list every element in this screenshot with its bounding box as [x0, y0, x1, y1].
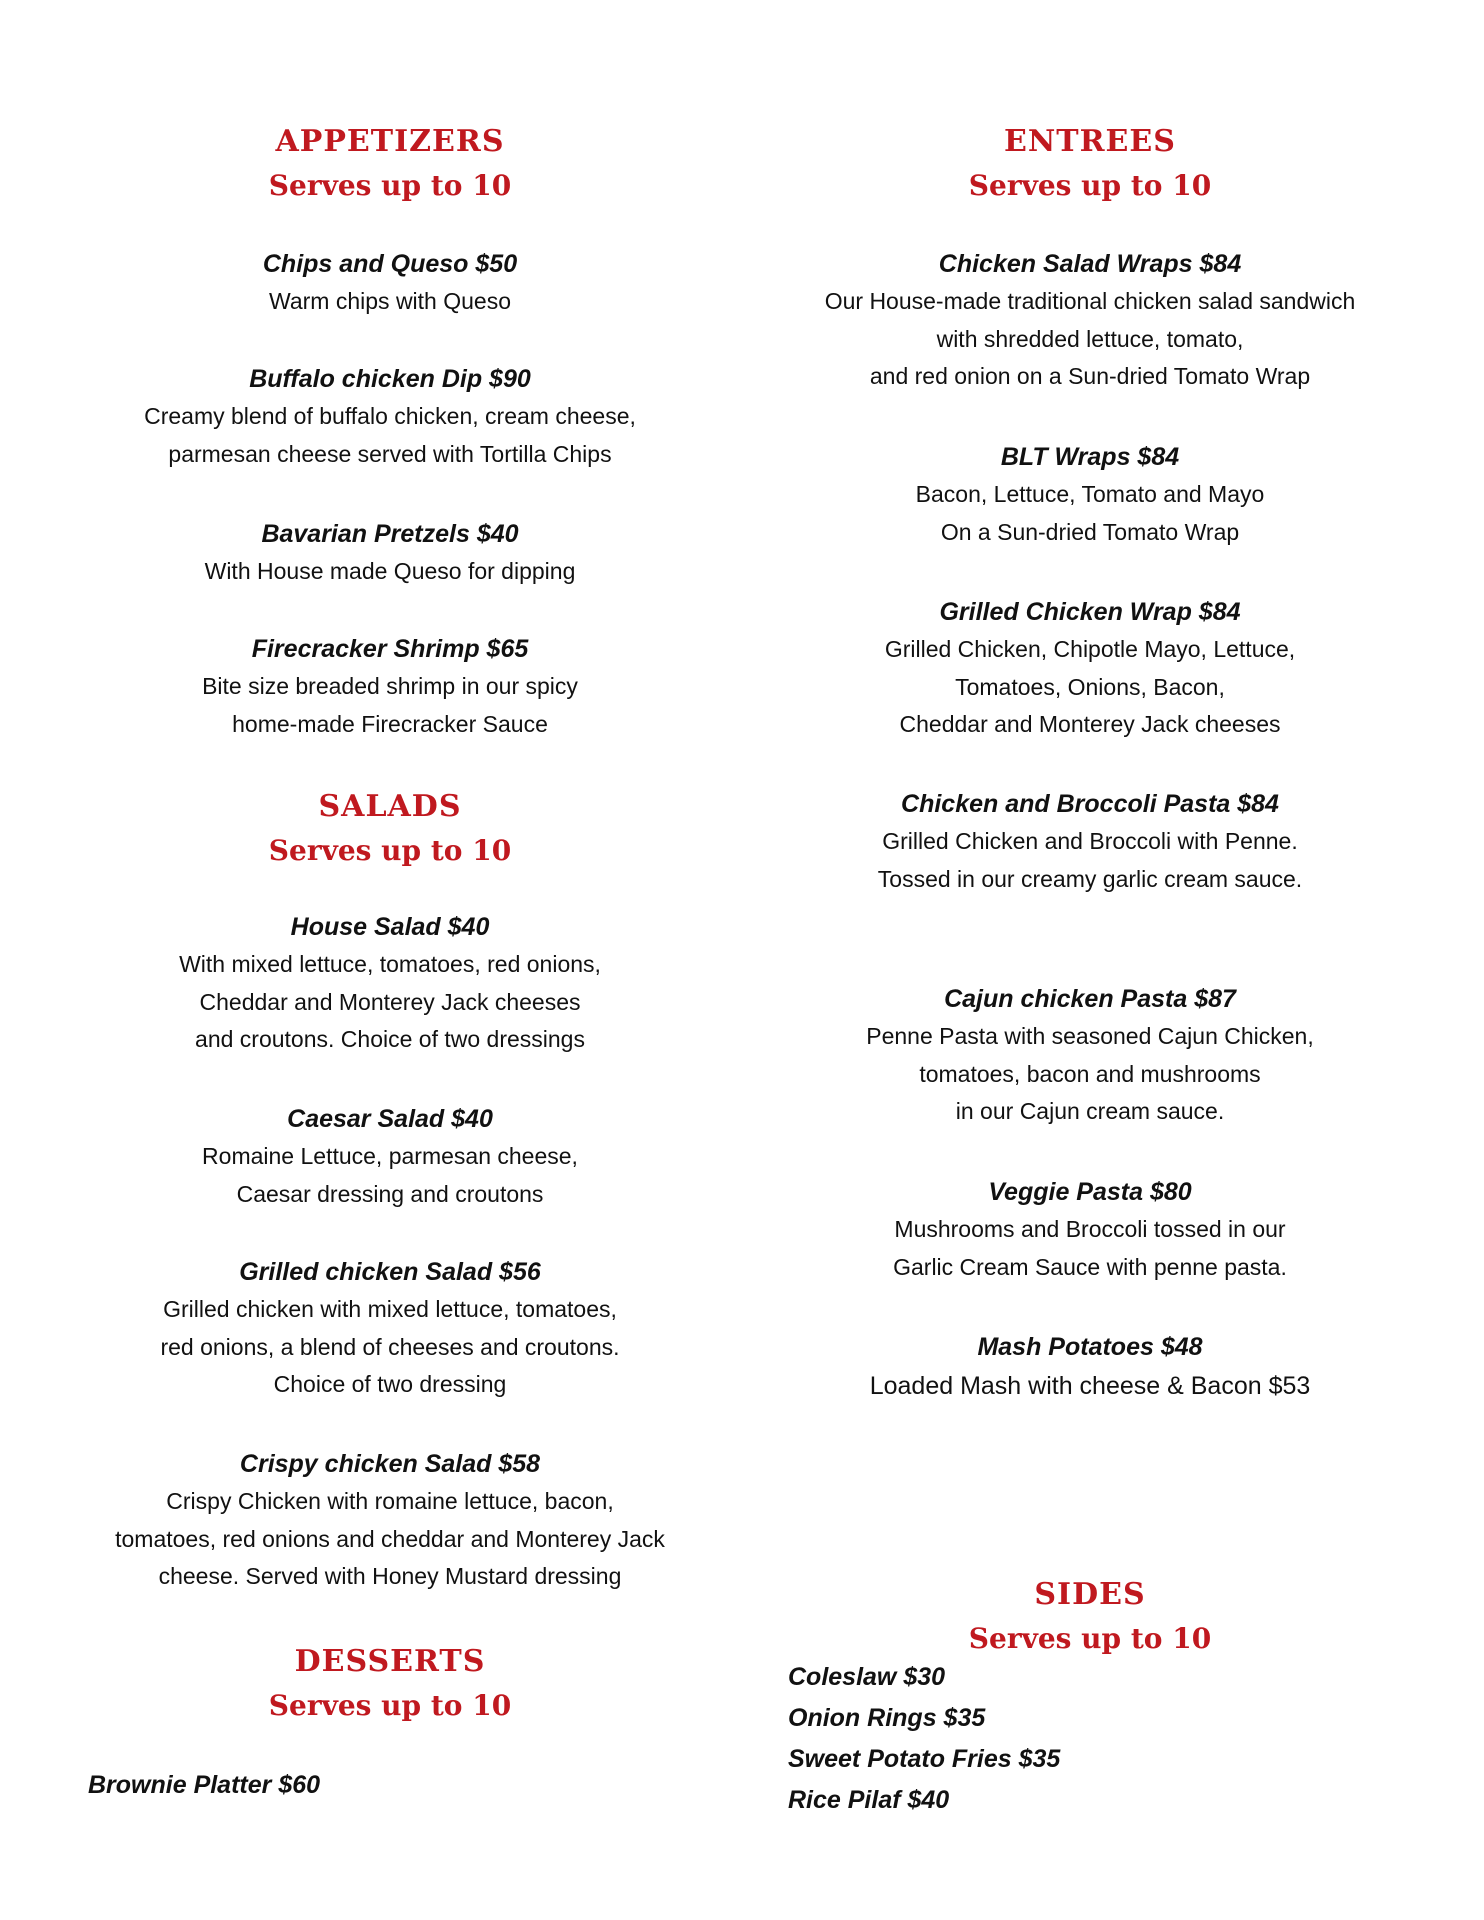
menu-item-pretzels [80, 515, 700, 591]
appetizers-title: APPETIZERS [275, 124, 505, 159]
entrees-header [780, 120, 1400, 208]
menu-item-chicken-salad-wraps [780, 245, 1400, 396]
sides-subtitle: Serves up to 10 [968, 1622, 1212, 1655]
menu-item-grilled-chicken-salad [80, 1253, 700, 1404]
menu-item-firecracker-shrimp [80, 630, 700, 743]
left-column [80, 0, 700, 1920]
item-desc: Bite size breaded shrimp in our spicy home-made Firecracker Sauce [202, 673, 578, 737]
desserts-subtitle: Serves up to 10 [268, 1689, 512, 1722]
item-name: Firecracker Shrimp $65 [251, 635, 529, 663]
menu-item-cajun-chicken-pasta [780, 980, 1400, 1131]
item-desc: Warm chips with Queso [269, 288, 511, 314]
desserts-header [80, 1640, 700, 1728]
sides-title: SIDES [1034, 1577, 1146, 1612]
item-name: Buffalo chicken Dip $90 [249, 365, 531, 393]
item-desc: Grilled Chicken and Broccoli with Penne. Tossed in our creamy garlic cream sauce. [877, 828, 1303, 892]
menu-item-veggie-pasta [780, 1173, 1400, 1286]
item-name: Chicken and Broccoli Pasta $84 [901, 790, 1279, 818]
item-desc: Grilled chicken with mixed lettuce, tomatoes, red onions, a blend of cheeses and croutons. Choice of two dressing [160, 1296, 620, 1397]
sides-header [780, 1573, 1400, 1661]
item-desc: Bacon, Lettuce, Tomato and Mayo On a Sun-dried Tomato Wrap [915, 481, 1265, 545]
desserts-list [88, 1765, 320, 1806]
list-item: Brownie Platter $60 [88, 1771, 321, 1799]
item-name: Grilled chicken Salad $56 [239, 1258, 541, 1286]
item-desc: Creamy blend of buffalo chicken, cream cheese, parmesan cheese served with Tortilla Chips [144, 403, 636, 467]
menu-item-mash-potatoes [780, 1328, 1400, 1406]
item-name: BLT Wraps $84 [1000, 443, 1180, 471]
sides-list [788, 1657, 1060, 1821]
appetizers-header [80, 120, 700, 208]
item-desc: Romaine Lettuce, parmesan cheese, Caesar dressing and croutons [202, 1143, 578, 1207]
menu-item-caesar-salad [80, 1100, 700, 1213]
salads-header [80, 785, 700, 873]
list-item: Coleslaw $30 [788, 1663, 946, 1691]
item-name: Caesar Salad $40 [287, 1105, 493, 1133]
entrees-subtitle: Serves up to 10 [968, 169, 1212, 202]
appetizers-subtitle: Serves up to 10 [268, 169, 512, 202]
item-name: Bavarian Pretzels $40 [261, 520, 519, 548]
item-desc: Crispy Chicken with romaine lettuce, bacon, tomatoes, red onions and cheddar and Monterey Jack cheese. Served with Honey Mustard dressing [115, 1488, 665, 1589]
item-desc: With House made Queso for dipping [204, 558, 576, 584]
item-name: Mash Potatoes $48 [977, 1333, 1203, 1361]
right-column [780, 0, 1400, 1920]
menu-item-chicken-broccoli-pasta [780, 785, 1400, 898]
item-name: Crispy chicken Salad $58 [239, 1450, 541, 1478]
menu-item-buffalo-dip [80, 360, 700, 473]
item-desc: Mushrooms and Broccoli tossed in our Garlic Cream Sauce with penne pasta. [893, 1216, 1287, 1280]
item-desc: Our House-made traditional chicken salad sandwich with shredded lettuce, tomato, and red onion on a Sun-dried Tomato Wrap [824, 288, 1356, 389]
list-item: Onion Rings $35 [788, 1704, 986, 1732]
salads-title: SALADS [318, 789, 462, 824]
entrees-title: ENTREES [1004, 124, 1176, 159]
item-desc: Penne Pasta with seasoned Cajun Chicken, tomatoes, bacon and mushrooms in our Cajun cream sauce. [866, 1023, 1314, 1124]
salads-subtitle: Serves up to 10 [268, 834, 512, 867]
menu-item-blt-wraps [780, 438, 1400, 551]
menu-item-grilled-chicken-wrap [780, 593, 1400, 744]
item-name: House Salad $40 [290, 913, 490, 941]
item-name: Grilled Chicken Wrap $84 [939, 598, 1241, 626]
list-item: Rice Pilaf $40 [788, 1786, 950, 1814]
menu-item-chips-queso [80, 245, 700, 321]
item-desc: With mixed lettuce, tomatoes, red onions, Cheddar and Monterey Jack cheeses and croutons. Choice of two dressings [179, 951, 601, 1052]
item-desc: Grilled Chicken, Chipotle Mayo, Lettuce, Tomatoes, Onions, Bacon, Cheddar and Monterey Jack cheeses [884, 636, 1296, 737]
item-desc: Loaded Mash with cheese & Bacon $53 [869, 1372, 1311, 1400]
menu-item-house-salad [80, 908, 700, 1059]
item-name: Veggie Pasta $80 [988, 1178, 1192, 1206]
desserts-title: DESSERTS [294, 1644, 486, 1679]
item-name: Cajun chicken Pasta $87 [944, 985, 1236, 1013]
item-name: Chips and Queso $50 [262, 250, 518, 278]
menu-item-crispy-chicken-salad [80, 1445, 700, 1596]
item-name: Chicken Salad Wraps $84 [938, 250, 1242, 278]
list-item: Sweet Potato Fries $35 [788, 1745, 1061, 1773]
